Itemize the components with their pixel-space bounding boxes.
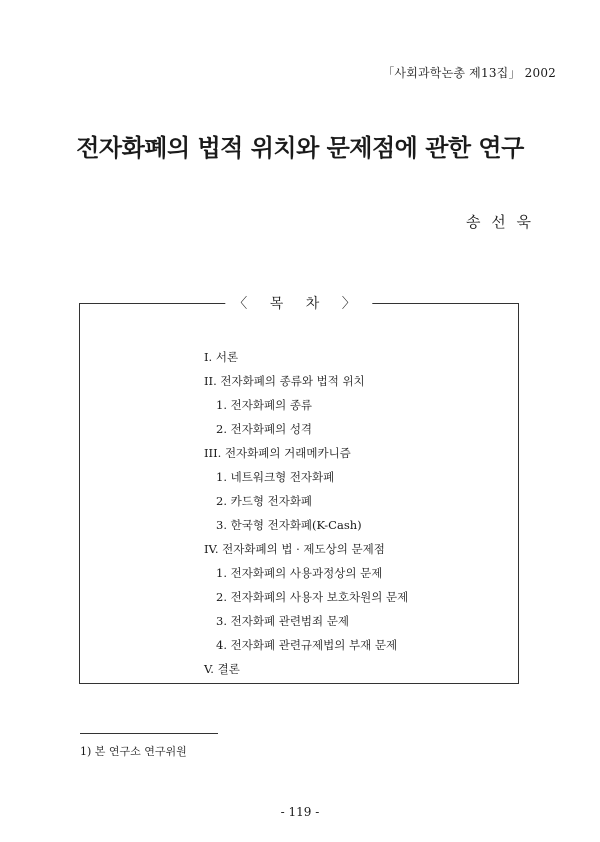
toc-item: 1. 전자화폐의 종류 (216, 398, 313, 412)
toc-heading: 〈 목 차 〉 (225, 293, 372, 313)
toc-item: 2. 카드형 전자화폐 (216, 494, 313, 508)
toc-item: II. 전자화폐의 종류와 법적 위치 (204, 374, 365, 388)
paper-title: 전자화폐의 법적 위치와 문제점에 관한 연구 (76, 133, 524, 162)
toc-item: I. 서론 (204, 350, 239, 364)
toc-item: III. 전자화폐의 거래메카니즘 (204, 446, 351, 460)
toc-item: 4. 전자화폐 관련규제법의 부재 문제 (216, 638, 398, 652)
toc-list (204, 345, 408, 681)
journal-header: 「사회과학논총 제13집」 2002 (382, 66, 556, 80)
page-number: - 119 - (280, 805, 320, 819)
toc-item: 3. 한국형 전자화폐(K-Cash) (216, 518, 362, 532)
toc-item: 3. 전자화폐 관련범죄 문제 (216, 614, 350, 628)
toc-item: 1. 네트워크형 전자화폐 (216, 470, 335, 484)
toc-item: V. 결론 (204, 662, 240, 676)
toc-item: 1. 전자화폐의 사용과정상의 문제 (216, 566, 383, 580)
toc-item: IV. 전자화폐의 법 · 제도상의 문제점 (204, 542, 385, 556)
footnote-divider (80, 733, 218, 734)
author-name: 송 선 욱 (465, 213, 534, 231)
table-of-contents (79, 296, 519, 684)
toc-item: 2. 전자화폐의 사용자 보호차원의 문제 (216, 590, 409, 604)
toc-item: 2. 전자화폐의 성격 (216, 422, 313, 436)
footnote: 1) 본 연구소 연구위원 (80, 745, 187, 758)
